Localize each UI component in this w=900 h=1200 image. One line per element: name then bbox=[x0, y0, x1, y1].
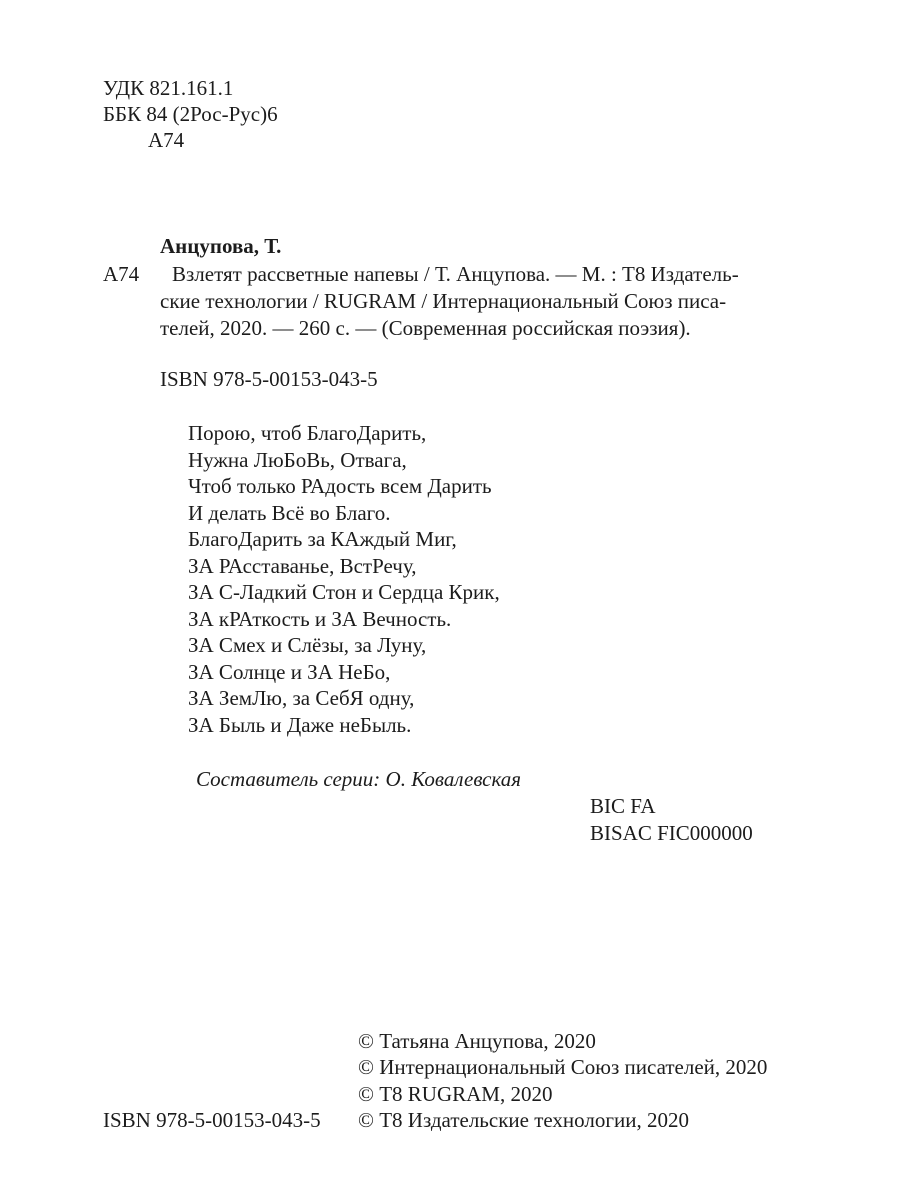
copyright-line: © Татьяна Анцупова, 2020 bbox=[358, 1029, 596, 1053]
copyright-line: © Т8 RUGRAM, 2020 bbox=[358, 1081, 553, 1106]
copyright-block bbox=[358, 1028, 767, 1133]
poem-line: Чтоб только РАдость всем Дарить bbox=[188, 474, 492, 498]
poem-line: ЗА С-Ладкий Стон и Сердца Крик, bbox=[188, 580, 500, 604]
poem-line: И делать Всё во Благо. bbox=[188, 500, 391, 525]
poem-line: Порою, чтоб БлагоДарить, bbox=[188, 421, 427, 445]
poem-line: ЗА Солнце и ЗА НеБо, bbox=[188, 659, 391, 684]
entry-author: Анцупова, Т. bbox=[160, 234, 282, 258]
poem bbox=[188, 420, 500, 738]
copyright-line: © Т8 Издательские технологии, 2020 bbox=[358, 1107, 689, 1132]
poem-line: ЗА РАсставанье, ВстРечу, bbox=[188, 553, 417, 578]
poem-line: ЗА Смех и Слёзы, за Луну, bbox=[188, 633, 427, 657]
author-mark: А74 bbox=[148, 128, 185, 152]
entry-description-line: Взлетят рассветные напевы / Т. Анцупова. — М. : Т8 Издатель- bbox=[172, 262, 739, 286]
poem-line: ЗА ЗемЛю, за СебЯ одну, bbox=[188, 686, 415, 710]
poem-line: ЗА кРАткость и ЗА Вечность. bbox=[188, 606, 452, 631]
poem-line: Нужна ЛюБоВь, Отвага, bbox=[188, 447, 407, 472]
series-compiler: Составитель серии: О. Ковалевская bbox=[196, 767, 522, 791]
poem-line: БлагоДарить за КАждый Миг, bbox=[188, 527, 457, 551]
entry-isbn: ISBN 978-5-00153-043-5 bbox=[160, 367, 378, 391]
entry-description-line: ские технологии / RUGRAM / Интернациональный Союз писа- bbox=[160, 289, 727, 313]
bbk-code: ББК 84 (2Рос-Рус)6 bbox=[103, 102, 278, 126]
entry-mark: А74 bbox=[103, 262, 140, 286]
bic-code: BIC FA bbox=[590, 794, 656, 818]
poem-line: ЗА Быль и Даже неБыль. bbox=[188, 712, 412, 737]
entry-description-line: телей, 2020. — 260 с. — (Современная российская поэзия). bbox=[160, 316, 691, 340]
copyright-line: © Интернациональный Союз писателей, 2020 bbox=[358, 1055, 768, 1080]
footer-isbn: ISBN 978-5-00153-043-5 bbox=[103, 1108, 321, 1132]
bisac-code: BISAC FIC000000 bbox=[590, 821, 753, 845]
udk-code: УДК 821.161.1 bbox=[103, 76, 234, 100]
